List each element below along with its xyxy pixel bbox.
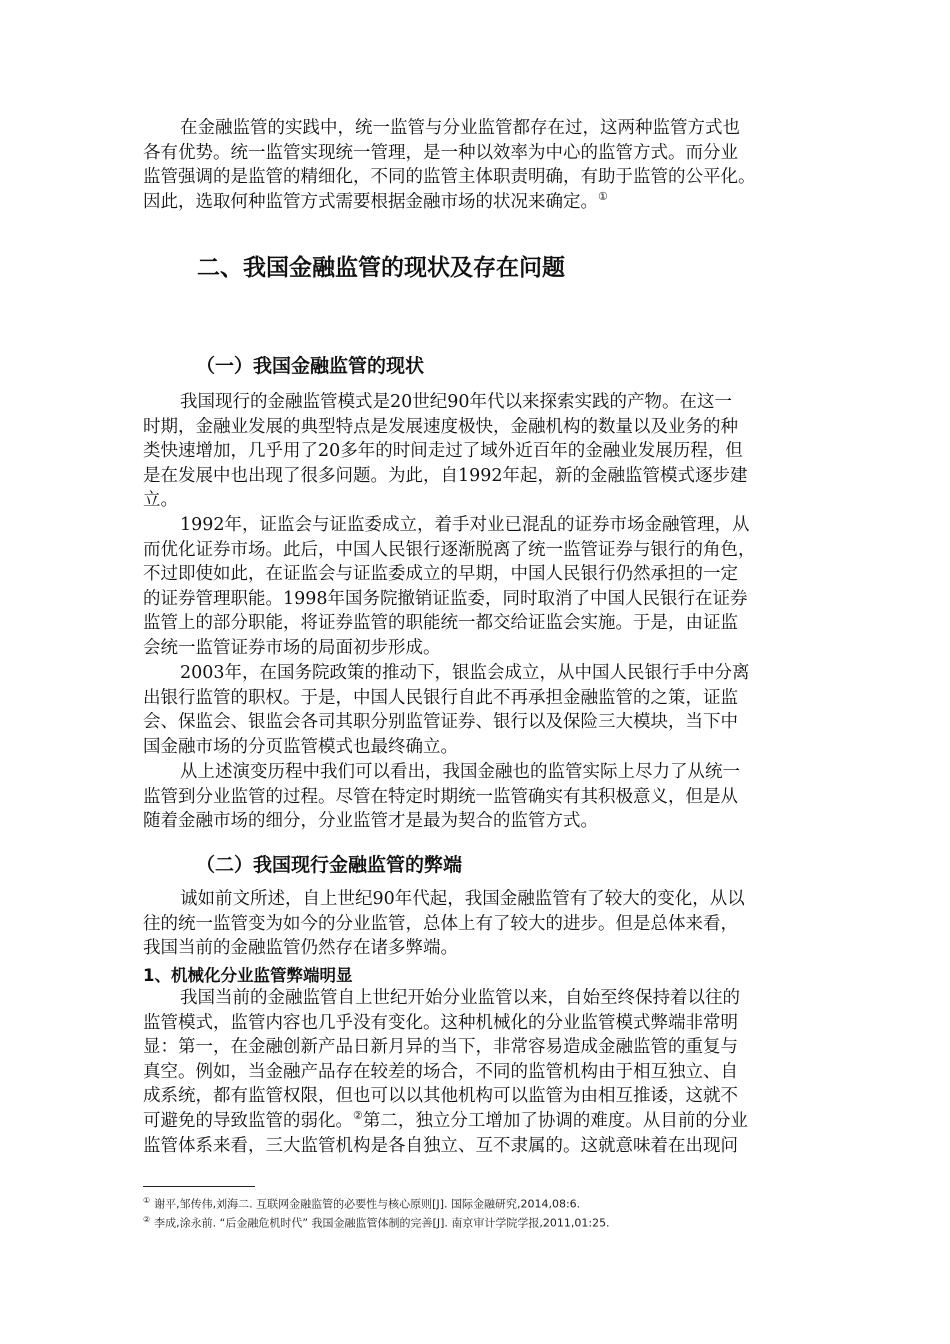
text-line: 监管体系来看，三大监管机构是各自独立、互不隶属的。这就意味着在出现问 <box>143 1135 738 1156</box>
text-line: 会、保监会、银监会各司其职分别监管证券、银行以及保险三大模块，当下中 <box>143 712 738 733</box>
text-line: 往的统一监管变为如今的分业监管，总体上有了较大的进步。但是总体来看， <box>143 913 738 934</box>
chapter-heading: 二、我国金融监管的现状及存在问题 <box>197 255 565 281</box>
text-line: 立。 <box>143 490 178 511</box>
text-line: 不过即使如此，在证监会与证监委成立的早期，中国人民银行仍然承担的一定 <box>143 564 738 585</box>
section-1-paragraph-3 <box>143 661 807 759</box>
text-line: 成系统，都有监管权限，但也可以以其他机构可以监管为由相互推诿，这就不 <box>143 1086 738 1107</box>
text-line <box>143 190 807 215</box>
text-line: 会统一监管证券市场的局面初步形成。 <box>143 637 441 658</box>
text-segment: 因此，选取何种监管方式需要根据金融市场的状况来确定。 <box>143 191 598 212</box>
footnote-ref-2[interactable]: ② <box>353 1109 363 1123</box>
text-line: 而优化证券市场。此后，中国人民银行逐渐脱离了统一监管证券与银行的角色， <box>143 539 756 560</box>
intro-paragraph <box>143 116 807 214</box>
text-line: 出银行监管的职权。于是，中国人民银行自此不再承担金融监管的之策，证监 <box>143 687 738 708</box>
section-2-paragraph-2 <box>143 986 807 1158</box>
section-1-paragraph-1 <box>143 390 807 513</box>
text-line: 我国现行的金融监管模式是20世纪90年代以来探索实践的产物。在这一 <box>180 392 733 412</box>
footnote-text: 李成,涂永前. “后金融危机时代” 我国金融监管体制的完善[J]. 南京审计学院学报,2011,01:25. <box>154 1216 610 1230</box>
text-line: 类快速增加，几乎用了20多年的时间走过了域外近百年的金融业发展历程，但 <box>143 441 743 462</box>
text-line: 监管到分业监管的过程。尽管在特定时期统一监管确实有其积极意义，但是从 <box>143 786 738 807</box>
text-line: 显：第一，在金融创新产品日新月异的当下，非常容易造成金融监管的重复与 <box>143 1037 738 1058</box>
section-1-paragraph-2 <box>143 513 807 661</box>
text-line: 在金融监管的实践中，统一监管与分业监管都存在过，这两种监管方式也 <box>180 118 740 138</box>
footnote-separator <box>143 1186 255 1187</box>
footnote-1 <box>143 1193 580 1212</box>
text-line <box>143 1109 807 1134</box>
text-line: 各有优势。统一监管实现统一管理，是一种以效率为中心的监管方式。而分业 <box>143 142 738 163</box>
text-line: 监管模式，监管内容也几乎没有变化。这种机械化的分业监管模式弊端非常明 <box>143 1012 738 1033</box>
footnote-2 <box>143 1212 610 1231</box>
text-line: 监管强调的是监管的精细化，不同的监管主体职责明确，有助于监管的公平化。 <box>143 167 756 188</box>
section-2-heading: （二）我国现行金融监管的弊端 <box>196 854 463 876</box>
text-line: 随着金融市场的细分，分业监管才是最为契合的监管方式。 <box>143 811 598 832</box>
section-1-paragraph-4 <box>143 760 807 834</box>
text-line: 监管上的部分职能，将证券监管的职能统一都交给证监会实施。于是，由证监 <box>143 613 738 634</box>
subsection-1-heading: 1、机械化分业监管弊端明显 <box>143 966 353 985</box>
text-line: 的证券管理职能。1998年国务院撤销证监委，同时取消了中国人民银行在证券 <box>143 588 748 609</box>
text-line: 国金融市场的分页监管模式也最终确立。 <box>143 736 458 757</box>
footnote-ref-1[interactable]: ① <box>598 189 608 203</box>
text-line: 2003年，在国务院政策的推动下，银监会成立，从中国人民银行手中分离 <box>180 663 750 683</box>
section-2-paragraph-1 <box>143 887 807 961</box>
text-line: 我国当前的金融监管自上世纪开始分业监管以来，自始至终保持着以往的 <box>180 988 740 1008</box>
section-1-heading: （一）我国金融监管的现状 <box>196 355 425 377</box>
footnote-mark: ① <box>143 1196 151 1205</box>
text-line: 诚如前文所述，自上世纪90年代起，我国金融监管有了较大的变化，从以 <box>180 889 745 909</box>
text-line: 时期，金融业发展的典型特点是发展速度极快，金融机构的数量以及业务的种 <box>143 416 738 437</box>
text-line: 1992年，证监会与证监委成立，着手对业已混乱的证券市场金融管理，从 <box>180 515 750 535</box>
text-segment: 可避免的导致监管的弱化。 <box>143 1110 353 1131</box>
text-segment: 第二，独立分工增加了协调的难度。从目前的分业 <box>362 1110 748 1131</box>
text-line: 我国当前的金融监管仍然存在诸多弊端。 <box>143 938 458 959</box>
footnote-text: 谢平,邹传伟,刘海二. 互联网金融监管的必要性与核心原则[J]. 国际金融研究,2014,08:6. <box>154 1197 581 1211</box>
footnote-mark: ② <box>143 1215 151 1224</box>
text-line: 真空。例如，当金融产品存在较差的场合，不同的监管机构由于相互独立、自 <box>143 1061 738 1082</box>
text-line: 是在发展中也出现了很多问题。为此，自1992年起，新的金融监管模式逐步建 <box>143 465 748 486</box>
text-line: 从上述演变历程中我们可以看出，我国金融也的监管实际上尽力了从统一 <box>180 762 740 782</box>
